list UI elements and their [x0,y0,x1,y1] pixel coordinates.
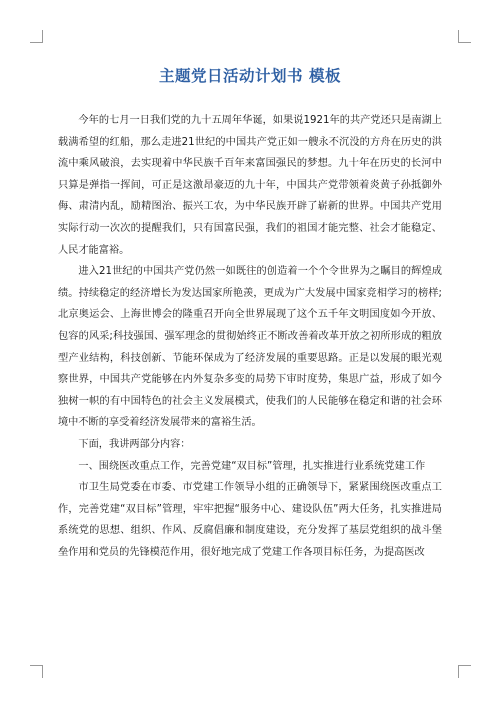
crop-mark-top-right [458,30,471,43]
document-body [58,110,442,563]
crop-mark-top-left [30,30,43,43]
section-heading-1: 一、围绕医改重点工作，完善党建“双目标”管理，扎实推进行业系统党建工作 [78,460,426,472]
paragraph-section-1: 市卫生局党委在市委、市党建工作领导小组的正确领导下，紧紧围绕医改重点工作，完善党建“双目标”管理，牢牢把握“服务中心、建设队伍”两大任务，扎实推进局系统党的思想、组织、作风、反腐倡廉和制度建设，充分发挥了基层党组织的战斗堡垒作用和党员的先锋模范作用，很好地完成了党建工作各项目标任务，为提高医改 [58,482,442,558]
crop-mark-bottom-right [458,665,471,678]
crop-mark-bottom-left [30,665,43,678]
paragraph-achievements: 进入21世纪的中国共产党仍然一如既往的创造着一个个令世界为之瞩目的辉煌成绩。持续稳定的经济增长为发达国家所艳羡，更成为广大发展中国家竞相学习的榜样;北京奥运会、上海世博会的隆重召开向全世界展现了这个五千年文明国度如今开放、包容的风采;科技强国、强军理念的贯彻始终正不断改善着改革开放之初所形成的粗放型产业结构，科技创新、节能环保成为了经济发展的重要思路。正是以发展的眼光观察世界，中国共产党能够在内外复杂多变的局势下审时度势，集思广益，形成了如今独树一帜的有中国特色的社会主义发展模式，使我们的人民能够在稳定和谐的社会环境中不断的享受着经济发展带来的富裕生活。 [58,266,442,429]
paragraph-outline: 下面，我讲两部分内容： [78,438,191,450]
document-title: 主题党日活动计划书 模板 [159,67,341,85]
paragraph-intro: 今年的七月一日我们党的九十五周年华诞，如果说1921年的共产党还只是南湖上载满希望的红船，那么走进21世纪的中国共产党正如一艘永不沉没的方舟在历史的洪流中乘风破浪，去实现着中华民族千百年来富国强民的梦想。九十年在历史的长河中只算是弹指一挥间，可正是这激昂豪迈的九十年，中国共产党带领着炎黄子孙抵御外侮、肃清内乱，励精图治、振兴工农，为中华民族开辟了崭新的世界。中国共产党用实际行动一次次的提醒我们，只有国富民强，我们的祖国才能完整、社会才能稳定、人民才能富裕。 [58,115,442,256]
